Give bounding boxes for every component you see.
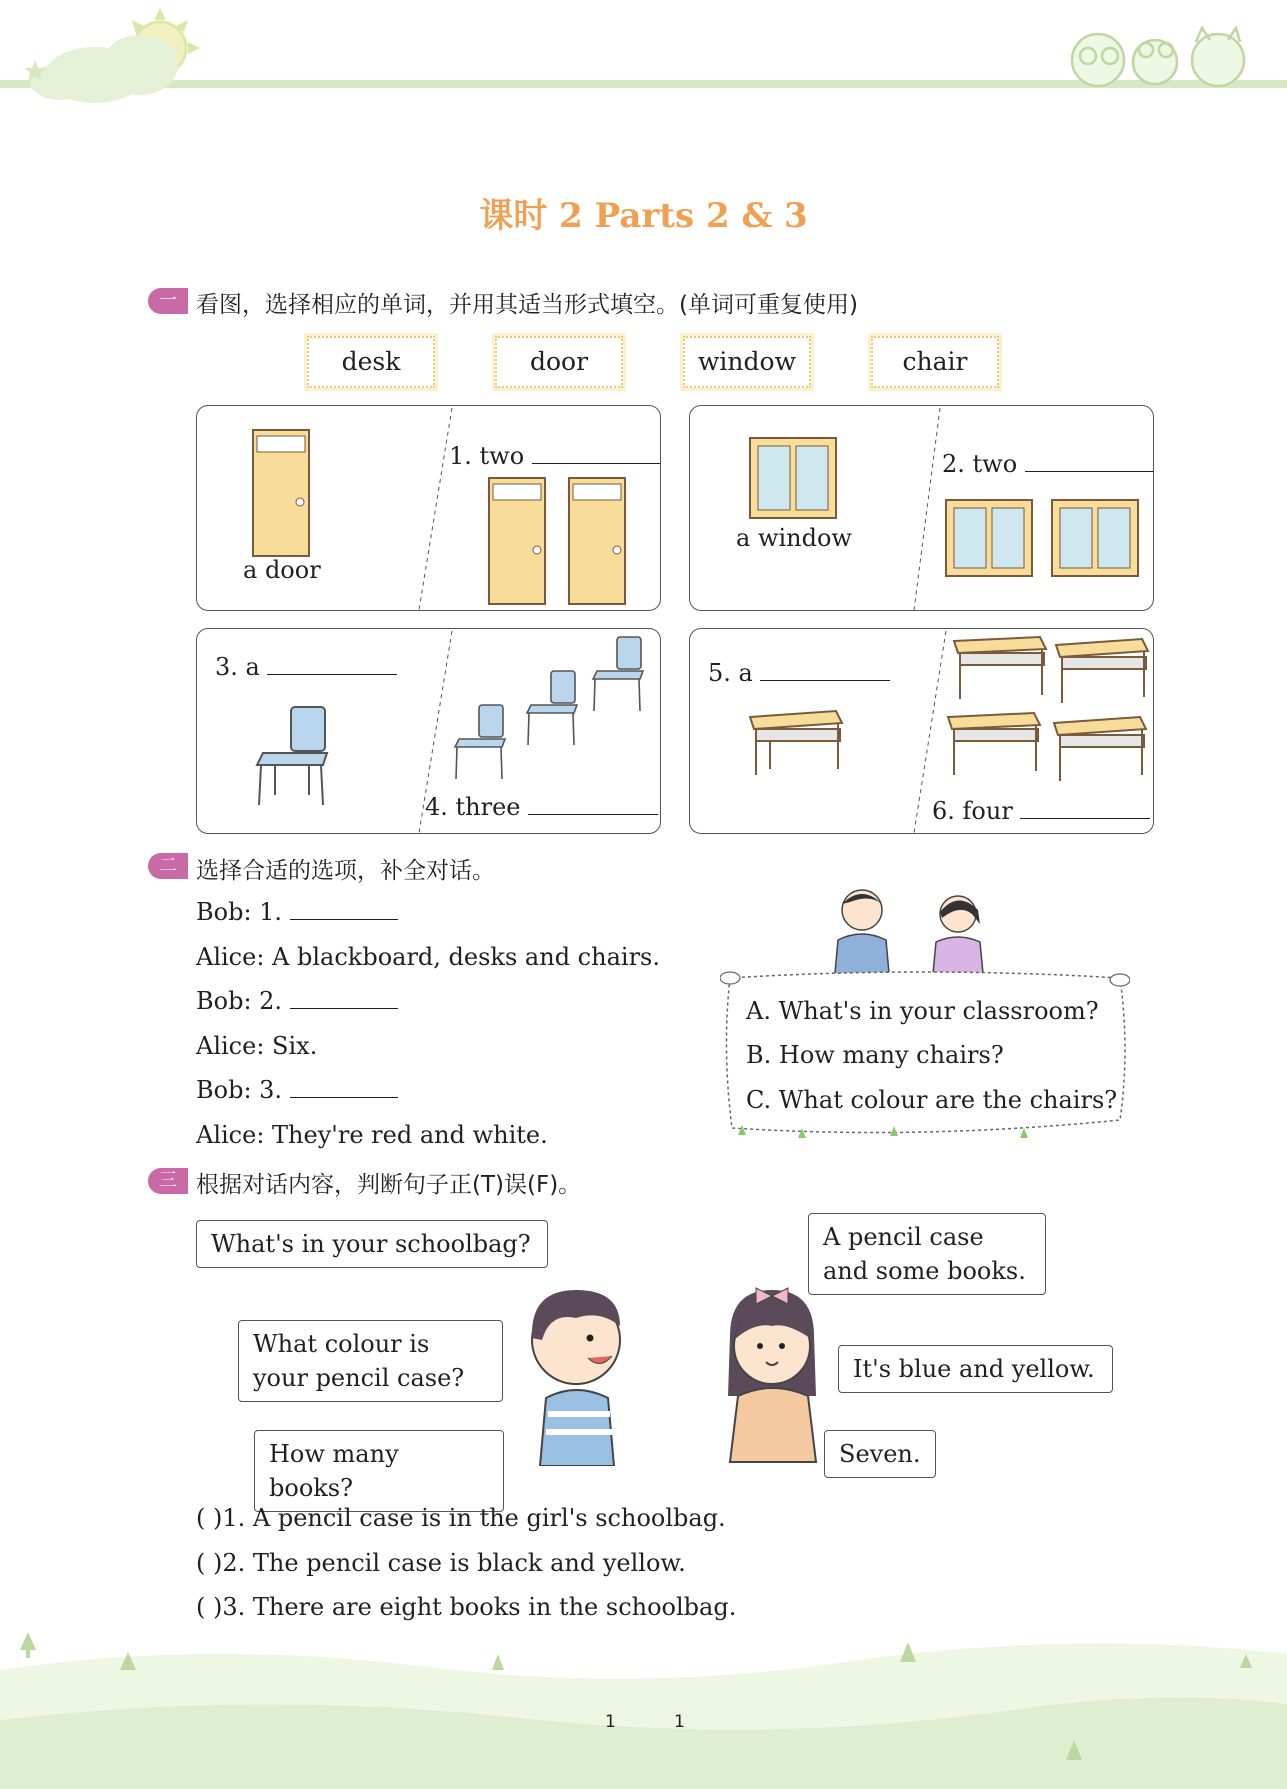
boy-bubble-2: What colour is your pencil case? — [238, 1320, 503, 1402]
window-icon — [1052, 500, 1138, 576]
word-box-window: window — [683, 336, 811, 388]
option-b: B. How many chairs? — [746, 1041, 1004, 1069]
section-2-instruction: 选择合适的选项，补全对话。 — [196, 858, 495, 884]
item-4-label: 4. three — [425, 793, 658, 821]
picture-panel-windows — [689, 405, 1154, 611]
section-3-instruction: 根据对话内容，判断句子正(T)误(F)。 — [196, 1172, 582, 1198]
door-icon — [253, 430, 309, 556]
lesson-title: 课时 2 Parts 2 & 3 — [479, 196, 808, 236]
chair-icon — [455, 705, 505, 779]
footer-landscape — [0, 1610, 1287, 1789]
item-3-label: 3. a — [215, 653, 397, 681]
example-a-door: a door — [243, 556, 321, 584]
picture-panel-desks — [689, 628, 1154, 834]
section-1-badge: 一 — [148, 288, 188, 314]
girl-illustration — [716, 1276, 826, 1466]
desk-icon — [750, 711, 842, 775]
boy-illustration — [520, 1282, 630, 1466]
picture-panel-doors — [196, 405, 661, 611]
true-false-statement-1: ( )1. A pencil case is in the girl's schoolbag. — [196, 1504, 726, 1532]
answer-blank-6[interactable] — [1020, 799, 1150, 819]
dialogue-blank-3[interactable] — [290, 1078, 398, 1098]
item-1-label: 1. two — [449, 442, 661, 470]
dialogue-blank-2[interactable] — [290, 989, 398, 1009]
page-number-right: 1 — [674, 1712, 685, 1732]
chair-icon — [257, 707, 327, 805]
page-number-left: 1 — [605, 1712, 616, 1732]
item-6-label: 6. four — [932, 797, 1150, 825]
boy-bubble-3: How many books? — [254, 1430, 504, 1512]
girl-bubble-2: It's blue and yellow. — [838, 1345, 1113, 1393]
answer-blank-4[interactable] — [528, 795, 658, 815]
dialogue-line-5: Bob: 3. — [196, 1076, 398, 1104]
section-2-badge: 二 — [148, 853, 188, 879]
header-decoration — [0, 0, 1287, 110]
answer-blank-1[interactable] — [532, 444, 661, 464]
section-3-badge: 三 — [148, 1168, 188, 1194]
true-false-statement-2: ( )2. The pencil case is black and yellow. — [196, 1549, 686, 1577]
desk-icon — [1054, 717, 1146, 781]
true-false-statement-3: ( )3. There are eight books in the schoolbag. — [196, 1593, 737, 1621]
window-icon — [750, 438, 836, 518]
item-2-label: 2. two — [942, 450, 1154, 478]
option-a: A. What's in your classroom? — [746, 997, 1099, 1025]
chair-icon — [593, 637, 643, 711]
desk-icon — [954, 637, 1046, 699]
door-icon — [569, 478, 625, 604]
option-c: C. What colour are the chairs? — [746, 1086, 1118, 1114]
animal-faces-icon — [1072, 28, 1244, 86]
answer-blank-5[interactable] — [760, 661, 890, 681]
desk-icon — [948, 713, 1040, 775]
item-5-label: 5. a — [708, 659, 890, 687]
door-icon — [489, 478, 545, 604]
dialogue-blank-1[interactable] — [290, 900, 398, 920]
dialogue-line-1: Bob: 1. — [196, 898, 398, 926]
picture-panel-chairs — [196, 628, 661, 834]
word-box-chair: chair — [871, 336, 999, 388]
word-box-desk: desk — [307, 336, 435, 388]
answer-blank-2[interactable] — [1025, 452, 1154, 472]
girl-bubble-3: Seven. — [824, 1430, 936, 1478]
window-icon — [946, 500, 1032, 576]
answer-blank-3[interactable] — [267, 655, 397, 675]
dialogue-line-3: Bob: 2. — [196, 987, 398, 1015]
dialogue-line-2: Alice: A blackboard, desks and chairs. — [196, 943, 660, 971]
boy-bubble-1: What's in your schoolbag? — [196, 1220, 548, 1268]
desk-icon — [1056, 639, 1148, 703]
word-box-door: door — [495, 336, 623, 388]
example-a-window: a window — [736, 524, 852, 552]
cloud-icon — [30, 35, 178, 103]
section-1-instruction: 看图，选择相应的单词，并用其适当形式填空。(单词可重复使用) — [196, 292, 858, 318]
dialogue-line-6: Alice: They're red and white. — [196, 1121, 548, 1149]
chair-icon — [527, 671, 577, 745]
girl-bubble-1: A pencil case and some books. — [808, 1213, 1046, 1295]
dialogue-line-4: Alice: Six. — [196, 1032, 318, 1060]
